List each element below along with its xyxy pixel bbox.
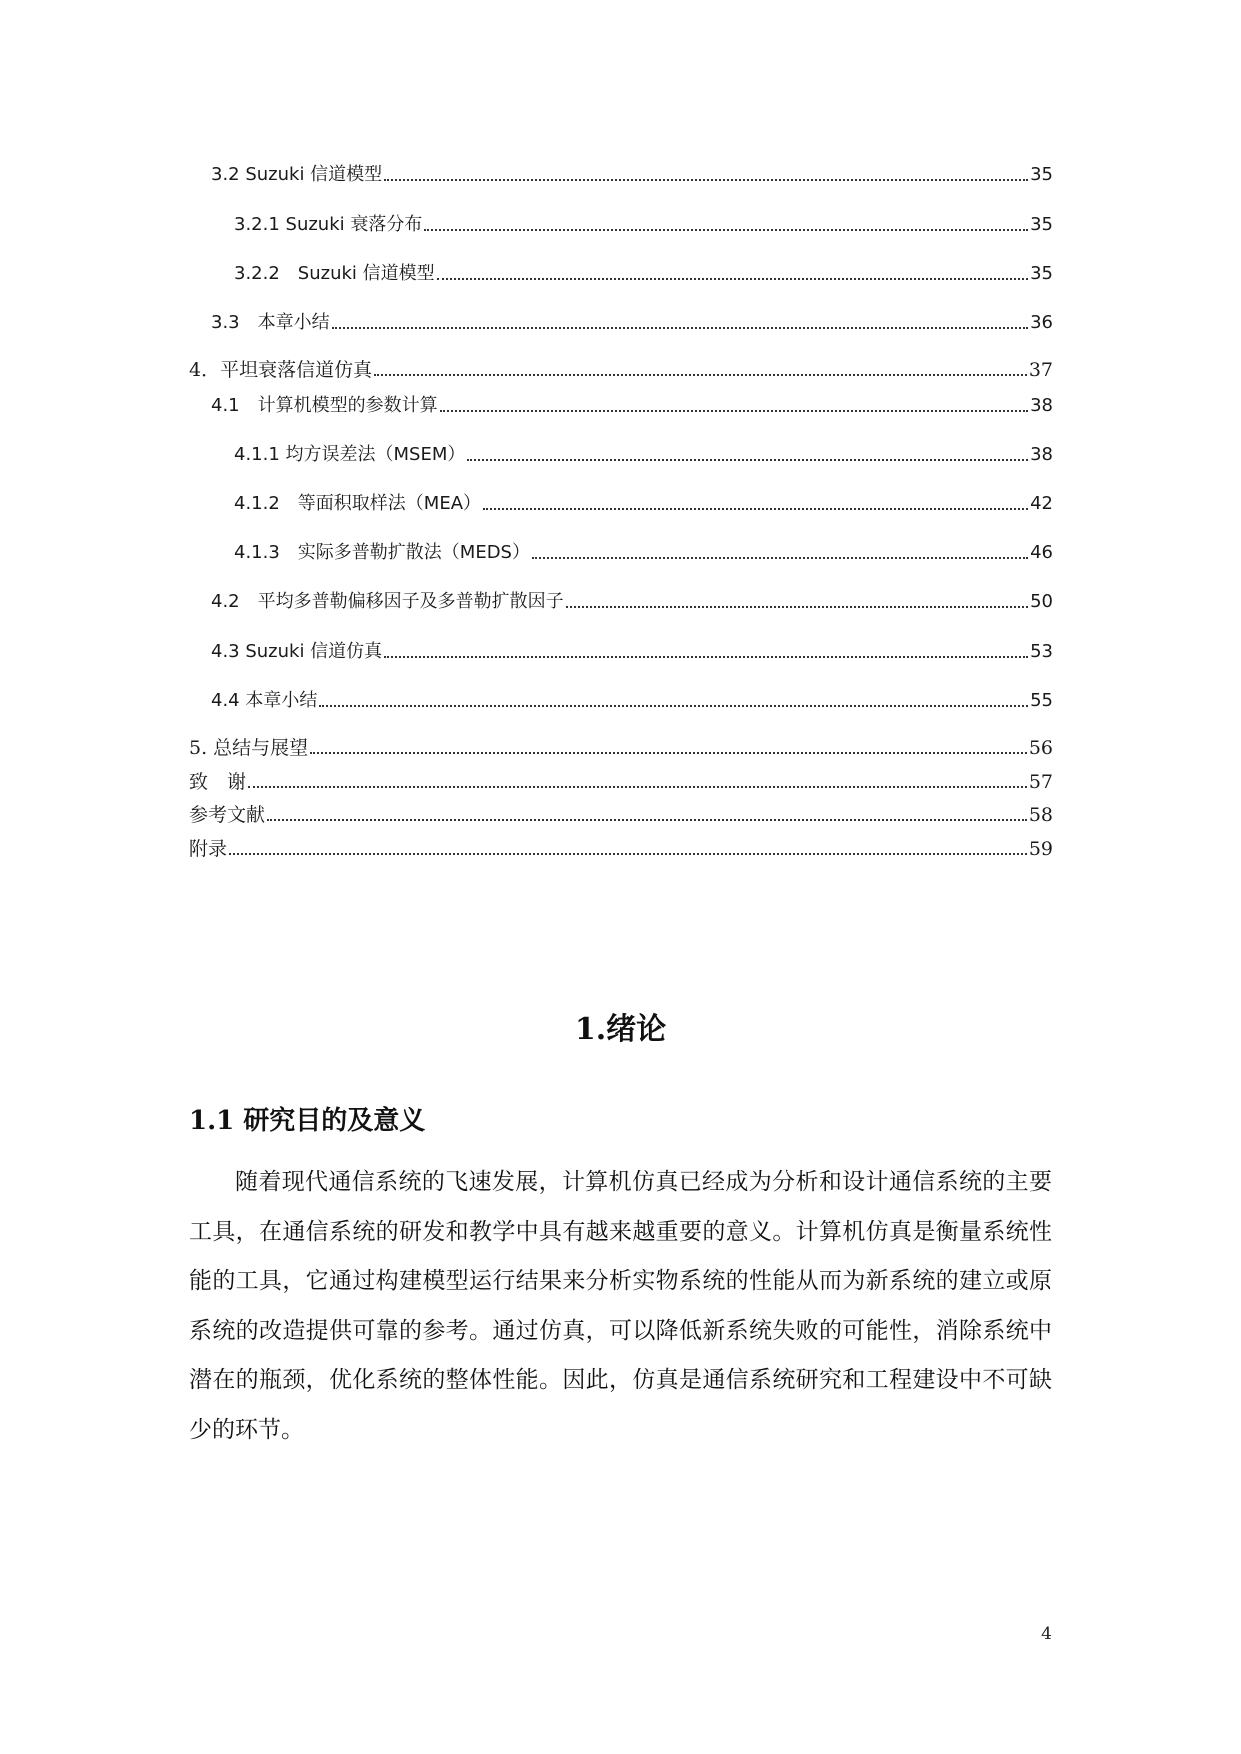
toc-entry-page: 38 xyxy=(1030,395,1053,416)
toc-entry-page: 55 xyxy=(1030,690,1053,711)
toc-leader-dots xyxy=(374,374,1027,376)
toc-entry[interactable] xyxy=(234,207,1053,237)
toc-entry-label: 4.1.1 均方误差法（MSEM） xyxy=(234,444,466,465)
toc-entry-page: 36 xyxy=(1030,312,1053,333)
toc-leader-dots xyxy=(229,853,1027,855)
toc-leader-dots xyxy=(424,229,1028,231)
toc-entry-label: 致 谢 xyxy=(189,771,247,793)
toc-entry-page: 56 xyxy=(1028,737,1053,759)
toc-leader-dots xyxy=(332,327,1028,329)
toc-entry-page: 37 xyxy=(1028,359,1053,381)
toc-entry-label: 3.2 Suzuki 信道模型 xyxy=(211,164,383,185)
toc-leader-dots xyxy=(532,557,1028,559)
toc-entry[interactable] xyxy=(211,683,1053,713)
toc-entry-label: 4.4 本章小结 xyxy=(211,690,318,711)
toc-entry[interactable] xyxy=(189,831,1053,861)
toc-leader-dots xyxy=(248,786,1027,788)
toc-entry[interactable] xyxy=(189,730,1053,760)
toc-entry-label: 附录 xyxy=(189,838,228,860)
toc-entry-label: 4.1 计算机模型的参数计算 xyxy=(211,395,438,416)
toc-leader-dots xyxy=(384,179,1028,181)
toc-leader-dots xyxy=(310,752,1027,754)
toc-entry-label: 参考文献 xyxy=(189,804,266,826)
toc-leader-dots xyxy=(384,656,1028,658)
toc-entry-page: 35 xyxy=(1030,164,1053,185)
toc-entry-label: 4.3 Suzuki 信道仿真 xyxy=(211,641,383,662)
chapter-title: 1.绪论 xyxy=(574,1012,667,1047)
toc-entry-page: 57 xyxy=(1028,771,1053,793)
toc-entry[interactable] xyxy=(234,437,1053,467)
toc-entry[interactable] xyxy=(189,797,1053,827)
toc-entry-page: 59 xyxy=(1028,838,1053,860)
toc-entry[interactable] xyxy=(211,305,1053,335)
toc-leader-dots xyxy=(319,705,1028,707)
toc-entry[interactable] xyxy=(189,764,1053,794)
toc-entry-page: 46 xyxy=(1030,542,1053,563)
toc-entry-label: 3.3 本章小结 xyxy=(211,312,330,333)
toc-entry[interactable] xyxy=(211,388,1053,418)
toc-entry-label: 4.1.3 实际多普勒扩散法（MEDS） xyxy=(234,542,530,563)
toc-entry-page: 38 xyxy=(1030,444,1053,465)
toc-entry-page: 58 xyxy=(1028,804,1053,826)
toc-entry-page: 35 xyxy=(1030,214,1053,235)
toc-entry-label: 3.2.1 Suzuki 衰落分布 xyxy=(234,214,423,235)
toc-leader-dots xyxy=(437,278,1028,280)
toc-entry[interactable] xyxy=(211,157,1053,187)
toc-leader-dots xyxy=(267,819,1027,821)
toc-entry[interactable] xyxy=(234,535,1053,565)
toc-leader-dots xyxy=(440,410,1028,412)
toc-entry-page: 42 xyxy=(1030,493,1053,514)
toc-entry[interactable] xyxy=(211,584,1053,614)
toc-leader-dots xyxy=(483,508,1028,510)
toc-entry[interactable] xyxy=(234,486,1053,516)
toc-entry-label: 5. 总结与展望 xyxy=(189,737,309,759)
body-paragraph: 随着现代通信系统的飞速发展，计算机仿真已经成为分析和设计通信系统的主要工具，在通信系统的研发和教学中具有越来越重要的意义。计算机仿真是衡量系统性能的工具，它通过构建模型运行结果来分析实物系统的性能从而为新系统的建立或原系统的改造提供可靠的参考。通过仿真，可以降低新系统失败的可能性，消除系统中潜在的瓶颈，优化系统的整体性能。因此，仿真是通信系统研究和工程建设中不可缺少的环节。 xyxy=(189,1169,1052,1443)
toc-entry[interactable] xyxy=(189,352,1053,382)
toc-entry[interactable] xyxy=(211,634,1053,664)
toc-leader-dots xyxy=(566,606,1028,608)
toc-entry[interactable] xyxy=(234,256,1053,286)
section-title: 1.1 研究目的及意义 xyxy=(189,1106,426,1136)
toc-entry-page: 50 xyxy=(1030,591,1053,612)
toc-leader-dots xyxy=(467,459,1028,461)
toc-entry-label: 4.2 平均多普勒偏移因子及多普勒扩散因子 xyxy=(211,591,564,612)
page-number: 4 xyxy=(1041,1624,1052,1644)
toc-entry-label: 3.2.2 Suzuki 信道模型 xyxy=(234,263,435,284)
toc-entry-label: 4．平坦衰落信道仿真 xyxy=(189,359,373,381)
toc-entry-label: 4.1.2 等面积取样法（MEA） xyxy=(234,493,482,514)
toc-entry-page: 35 xyxy=(1030,263,1053,284)
toc-entry-page: 53 xyxy=(1030,641,1053,662)
